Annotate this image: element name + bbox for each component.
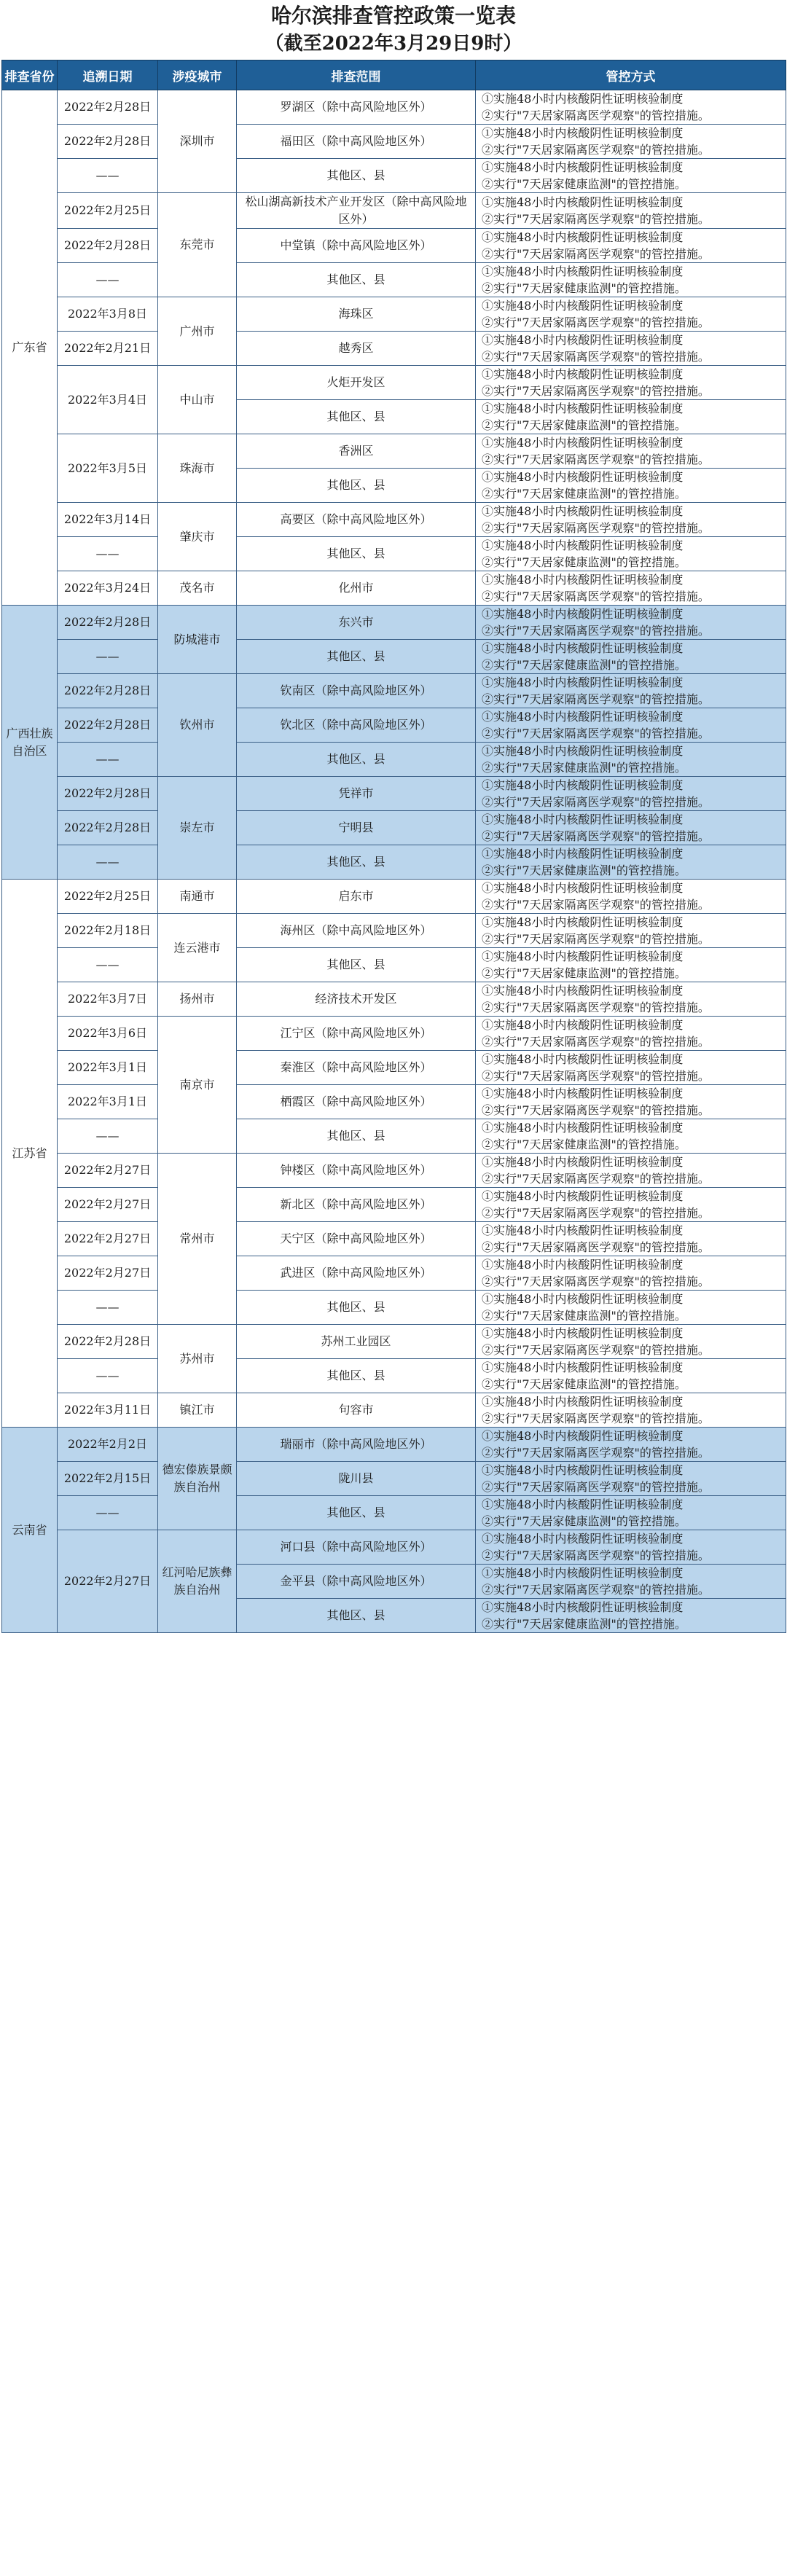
measures-cell	[476, 811, 786, 845]
scope-cell: 其他区、县	[237, 640, 476, 674]
date-cell: 2022年2月28日	[58, 125, 158, 159]
measure-line: ①实施48小时内核酸阴性证明核验制度	[482, 299, 684, 313]
table-row	[2, 1359, 786, 1393]
measure-line: ①实施48小时内核酸阴性证明核验制度	[482, 1429, 684, 1443]
measure-line: ①实施48小时内核酸阴性证明核验制度	[482, 1326, 684, 1340]
city-cell: 中山市	[158, 366, 237, 434]
measure-line: ①实施48小时内核酸阴性证明核验制度	[482, 333, 684, 347]
table-row	[2, 125, 786, 159]
city-cell: 红河哈尼族彝族自治州	[158, 1530, 237, 1633]
scope-cell: 罗湖区（除中高风险地区外）	[237, 90, 476, 125]
measure-line: ②实行"7天居家隔离医学观察"的管控措施。	[482, 350, 710, 364]
city-cell: 肇庆市	[158, 503, 237, 571]
measure-line: ②实行"7天居家隔离医学观察"的管控措施。	[482, 1549, 710, 1562]
scope-cell: 宁明县	[237, 811, 476, 845]
scope-cell: 越秀区	[237, 332, 476, 366]
date-cell: 2022年2月25日	[58, 880, 158, 914]
table-row	[2, 1462, 786, 1496]
date-cell: 2022年3月1日	[58, 1051, 158, 1085]
city-cell: 深圳市	[158, 90, 237, 193]
table-row	[2, 1325, 786, 1359]
measure-line: ①实施48小时内核酸阴性证明核验制度	[482, 1224, 684, 1237]
scope-cell: 陇川县	[237, 1462, 476, 1496]
header-scope: 排查范围	[237, 60, 476, 90]
policy-table	[1, 60, 786, 1633]
table-row	[2, 159, 786, 193]
city-cell: 珠海市	[158, 434, 237, 503]
measure-line: ②实行"7天居家隔离医学观察"的管控措施。	[482, 1275, 710, 1288]
scope-cell: 福田区（除中高风险地区外）	[237, 125, 476, 159]
date-cell: ——	[58, 948, 158, 982]
measures-cell	[476, 125, 786, 159]
measure-line: ②实行"7天居家健康监测"的管控措施。	[482, 177, 686, 191]
measures-cell	[476, 1256, 786, 1291]
table-row	[2, 332, 786, 366]
table-row	[2, 297, 786, 332]
measures-cell	[476, 1428, 786, 1462]
measure-line: ①实施48小时内核酸阴性证明核验制度	[482, 778, 684, 792]
city-cell: 茂名市	[158, 571, 237, 606]
table-row	[2, 503, 786, 537]
measure-line: ①实施48小时内核酸阴性证明核验制度	[482, 1155, 684, 1169]
measure-line: ①实施48小时内核酸阴性证明核验制度	[482, 1498, 684, 1511]
measure-line: ①实施48小时内核酸阴性证明核验制度	[482, 126, 684, 140]
measure-line: ①实施48小时内核酸阴性证明核验制度	[482, 607, 684, 621]
measure-line: ②实行"7天居家隔离医学观察"的管控措施。	[482, 692, 710, 706]
measures-cell	[476, 1119, 786, 1154]
measures-cell	[476, 708, 786, 743]
table-row	[2, 434, 786, 469]
measure-line: ①实施48小时内核酸阴性证明核验制度	[482, 813, 684, 826]
table-row	[2, 537, 786, 571]
scope-cell: 其他区、县	[237, 1359, 476, 1393]
measures-cell	[476, 400, 786, 434]
page-header	[0, 0, 787, 58]
scope-cell: 其他区、县	[237, 948, 476, 982]
city-cell: 连云港市	[158, 914, 237, 982]
measure-line: ②实行"7天居家隔离医学观察"的管控措施。	[482, 1240, 710, 1254]
measures-cell	[476, 193, 786, 229]
measure-line: ②实行"7天居家健康监测"的管控措施。	[482, 281, 686, 295]
measures-cell	[476, 1188, 786, 1222]
measure-line: ①实施48小时内核酸阴性证明核验制度	[482, 1292, 684, 1306]
date-cell: 2022年3月1日	[58, 1085, 158, 1119]
measure-line: ①实施48小时内核酸阴性证明核验制度	[482, 573, 684, 587]
measure-line: ②实行"7天居家隔离医学观察"的管控措施。	[482, 932, 710, 946]
table-row	[2, 674, 786, 708]
measure-line: ②实行"7天居家隔离医学观察"的管控措施。	[482, 898, 710, 912]
measure-line: ②实行"7天居家健康监测"的管控措施。	[482, 658, 686, 672]
scope-cell: 其他区、县	[237, 159, 476, 193]
measure-line: ②实行"7天居家隔离医学观察"的管控措施。	[482, 590, 710, 603]
date-cell: 2022年3月8日	[58, 297, 158, 332]
date-cell: 2022年2月15日	[58, 1462, 158, 1496]
measures-cell	[476, 571, 786, 606]
scope-cell: 其他区、县	[237, 263, 476, 297]
table-row	[2, 1051, 786, 1085]
date-cell: ——	[58, 845, 158, 880]
measure-line: ②实行"7天居家隔离医学观察"的管控措施。	[482, 829, 710, 843]
measure-line: ②实行"7天居家健康监测"的管控措施。	[482, 864, 686, 877]
scope-cell: 东兴市	[237, 606, 476, 640]
table-body	[2, 90, 786, 1633]
table-row	[2, 1256, 786, 1291]
province-cell: 广西壮族自治区	[2, 606, 58, 880]
measure-line: ②实行"7天居家隔离医学观察"的管控措施。	[482, 1206, 710, 1220]
measures-cell	[476, 948, 786, 982]
table-row	[2, 1188, 786, 1222]
measure-line: ①实施48小时内核酸阴性证明核验制度	[482, 367, 684, 381]
scope-cell: 秦淮区（除中高风险地区外）	[237, 1051, 476, 1085]
table-row	[2, 880, 786, 914]
measure-line: ①实施48小时内核酸阴性证明核验制度	[482, 1361, 684, 1374]
date-cell: 2022年2月28日	[58, 811, 158, 845]
measure-line: ①实施48小时内核酸阴性证明核验制度	[482, 1600, 684, 1614]
measure-line: ②实行"7天居家隔离医学观察"的管控措施。	[482, 1343, 710, 1357]
date-cell: ——	[58, 640, 158, 674]
scope-cell: 海州区（除中高风险地区外）	[237, 914, 476, 948]
measure-line: ①实施48小时内核酸阴性证明核验制度	[482, 641, 684, 655]
city-cell: 崇左市	[158, 777, 237, 880]
measure-line: ②实行"7天居家隔离医学观察"的管控措施。	[482, 1035, 710, 1049]
table-row	[2, 366, 786, 400]
date-cell: 2022年2月18日	[58, 914, 158, 948]
city-cell: 德宏傣族景颇族自治州	[158, 1428, 237, 1530]
measure-line: ①实施48小时内核酸阴性证明核验制度	[482, 1532, 684, 1546]
table-row	[2, 914, 786, 948]
date-cell: 2022年2月25日	[58, 193, 158, 229]
measures-cell	[476, 1530, 786, 1565]
measure-line: ②实行"7天居家健康监测"的管控措施。	[482, 1138, 686, 1151]
date-cell: 2022年2月27日	[58, 1256, 158, 1291]
scope-cell: 其他区、县	[237, 845, 476, 880]
scope-cell: 钟楼区（除中高风险地区外）	[237, 1154, 476, 1188]
scope-cell: 海珠区	[237, 297, 476, 332]
measure-line: ①实施48小时内核酸阴性证明核验制度	[482, 1189, 684, 1203]
city-cell: 东莞市	[158, 193, 237, 297]
measure-line: ①实施48小时内核酸阴性证明核验制度	[482, 1566, 684, 1580]
table-row	[2, 1154, 786, 1188]
measure-line: ②实行"7天居家健康监测"的管控措施。	[482, 1377, 686, 1391]
measure-line: ②实行"7天居家隔离医学观察"的管控措施。	[482, 1446, 710, 1460]
measure-line: ②实行"7天居家隔离医学观察"的管控措施。	[482, 453, 710, 466]
measures-cell	[476, 845, 786, 880]
measure-line: ①实施48小时内核酸阴性证明核验制度	[482, 915, 684, 929]
measures-cell	[476, 1017, 786, 1051]
measure-line: ①实施48小时内核酸阴性证明核验制度	[482, 950, 684, 963]
measure-line: ②实行"7天居家隔离医学观察"的管控措施。	[482, 109, 710, 122]
scope-cell: 苏州工业园区	[237, 1325, 476, 1359]
measure-line: ①实施48小时内核酸阴性证明核验制度	[482, 984, 684, 998]
measures-cell	[476, 469, 786, 503]
measure-line: ①实施48小时内核酸阴性证明核验制度	[482, 230, 684, 244]
city-cell: 钦州市	[158, 674, 237, 777]
measure-line: ①实施48小时内核酸阴性证明核验制度	[482, 1395, 684, 1409]
date-cell: 2022年2月27日	[58, 1222, 158, 1256]
measures-cell	[476, 1085, 786, 1119]
measure-line: ②实行"7天居家健康监测"的管控措施。	[482, 1309, 686, 1323]
scope-cell: 天宁区（除中高风险地区外）	[237, 1222, 476, 1256]
date-cell: ——	[58, 743, 158, 777]
scope-cell: 江宁区（除中高风险地区外）	[237, 1017, 476, 1051]
measure-line: ①实施48小时内核酸阴性证明核验制度	[482, 265, 684, 278]
scope-cell: 钦北区（除中高风险地区外）	[237, 708, 476, 743]
scope-cell: 其他区、县	[237, 1119, 476, 1154]
measure-line: ②实行"7天居家隔离医学观察"的管控措施。	[482, 247, 710, 261]
page-subtitle: （截至2022年3月29日9时）	[265, 33, 522, 55]
table-row	[2, 640, 786, 674]
table-row	[2, 1085, 786, 1119]
measures-cell	[476, 640, 786, 674]
scope-cell: 高要区（除中高风险地区外）	[237, 503, 476, 537]
measures-cell	[476, 880, 786, 914]
scope-cell: 火炬开发区	[237, 366, 476, 400]
measure-line: ②实行"7天居家隔离医学观察"的管控措施。	[482, 521, 710, 535]
city-cell: 南通市	[158, 880, 237, 914]
date-cell: 2022年2月21日	[58, 332, 158, 366]
date-cell: 2022年2月28日	[58, 606, 158, 640]
scope-cell: 钦南区（除中高风险地区外）	[237, 674, 476, 708]
table-row	[2, 1530, 786, 1565]
scope-cell: 松山湖高新技术产业开发区（除中高风险地区外）	[237, 193, 476, 229]
scope-cell: 其他区、县	[237, 743, 476, 777]
measure-line: ②实行"7天居家健康监测"的管控措施。	[482, 418, 686, 432]
measures-cell	[476, 1496, 786, 1530]
page-title: 哈尔滨排查管控政策一览表	[270, 4, 516, 28]
measure-line: ①实施48小时内核酸阴性证明核验制度	[482, 1052, 684, 1066]
header-province: 排查省份	[2, 60, 58, 90]
province-cell: 云南省	[2, 1428, 58, 1633]
measure-line: ②实行"7天居家隔离医学观察"的管控措施。	[482, 1480, 710, 1494]
scope-cell: 香洲区	[237, 434, 476, 469]
measures-cell	[476, 159, 786, 193]
city-cell: 防城港市	[158, 606, 237, 674]
measure-line: ②实行"7天居家健康监测"的管控措施。	[482, 555, 686, 569]
date-cell: 2022年2月28日	[58, 90, 158, 125]
measure-line: ②实行"7天居家隔离医学观察"的管控措施。	[482, 1001, 710, 1014]
table-row	[2, 708, 786, 743]
date-cell: 2022年2月28日	[58, 674, 158, 708]
scope-cell: 金平县（除中高风险地区外）	[237, 1565, 476, 1599]
measure-line: ②实行"7天居家隔离医学观察"的管控措施。	[482, 1103, 710, 1117]
measures-cell	[476, 297, 786, 332]
scope-cell: 其他区、县	[237, 400, 476, 434]
date-cell: 2022年2月28日	[58, 229, 158, 263]
scope-cell: 经济技术开发区	[237, 982, 476, 1017]
measure-line: ①实施48小时内核酸阴性证明核验制度	[482, 1087, 684, 1100]
measure-line: ②实行"7天居家隔离医学观察"的管控措施。	[482, 1583, 710, 1597]
table-row	[2, 1222, 786, 1256]
date-cell: 2022年2月28日	[58, 708, 158, 743]
measures-cell	[476, 1599, 786, 1633]
measures-cell	[476, 537, 786, 571]
measure-line: ①实施48小时内核酸阴性证明核验制度	[482, 744, 684, 758]
measure-line: ①实施48小时内核酸阴性证明核验制度	[482, 470, 684, 484]
measure-line: ①实施48小时内核酸阴性证明核验制度	[482, 1258, 684, 1272]
table-row	[2, 90, 786, 125]
date-cell: 2022年2月27日	[58, 1154, 158, 1188]
table-row	[2, 743, 786, 777]
measure-line: ②实行"7天居家隔离医学观察"的管控措施。	[482, 624, 710, 638]
table-row	[2, 571, 786, 606]
scope-cell: 武进区（除中高风险地区外）	[237, 1256, 476, 1291]
table-row	[2, 229, 786, 263]
date-cell: ——	[58, 263, 158, 297]
city-cell: 扬州市	[158, 982, 237, 1017]
city-cell: 苏州市	[158, 1325, 237, 1393]
province-cell: 江苏省	[2, 880, 58, 1428]
measures-cell	[476, 1154, 786, 1188]
measure-line: ①实施48小时内核酸阴性证明核验制度	[482, 881, 684, 895]
scope-cell: 河口县（除中高风险地区外）	[237, 1530, 476, 1565]
header-city: 涉疫城市	[158, 60, 237, 90]
scope-cell: 句容市	[237, 1393, 476, 1428]
table-row	[2, 1291, 786, 1325]
date-cell: 2022年2月28日	[58, 1325, 158, 1359]
measure-line: ②实行"7天居家隔离医学观察"的管控措施。	[482, 1069, 710, 1083]
measures-cell	[476, 674, 786, 708]
date-cell: ——	[58, 1359, 158, 1393]
measures-cell	[476, 1462, 786, 1496]
city-cell: 常州市	[158, 1154, 237, 1325]
measures-cell	[476, 1393, 786, 1428]
measures-cell	[476, 1051, 786, 1085]
header-measures: 管控方式	[476, 60, 786, 90]
scope-cell: 化州市	[237, 571, 476, 606]
measure-line: ②实行"7天居家健康监测"的管控措施。	[482, 761, 686, 775]
table-header-row	[2, 60, 786, 90]
measure-line: ②实行"7天居家隔离医学观察"的管控措施。	[482, 795, 710, 809]
table-row	[2, 263, 786, 297]
measures-cell	[476, 503, 786, 537]
measure-line: ②实行"7天居家隔离医学观察"的管控措施。	[482, 1412, 710, 1425]
date-cell: 2022年2月27日	[58, 1530, 158, 1633]
date-cell: ——	[58, 1119, 158, 1154]
measure-line: ①实施48小时内核酸阴性证明核验制度	[482, 676, 684, 689]
measure-line: ①实施48小时内核酸阴性证明核验制度	[482, 402, 684, 415]
measures-cell	[476, 743, 786, 777]
measures-cell	[476, 434, 786, 469]
date-cell: ——	[58, 159, 158, 193]
measures-cell	[476, 982, 786, 1017]
measures-cell	[476, 332, 786, 366]
scope-cell: 中堂镇（除中高风险地区外）	[237, 229, 476, 263]
table-row	[2, 1428, 786, 1462]
measure-line: ①实施48小时内核酸阴性证明核验制度	[482, 195, 684, 209]
date-cell: 2022年3月7日	[58, 982, 158, 1017]
date-cell: 2022年3月4日	[58, 366, 158, 434]
date-cell: 2022年2月2日	[58, 1428, 158, 1462]
measure-line: ①实施48小时内核酸阴性证明核验制度	[482, 1018, 684, 1032]
measures-cell	[476, 366, 786, 400]
measure-line: ②实行"7天居家健康监测"的管控措施。	[482, 966, 686, 980]
measure-line: ①实施48小时内核酸阴性证明核验制度	[482, 436, 684, 450]
date-cell: ——	[58, 537, 158, 571]
measures-cell	[476, 90, 786, 125]
scope-cell: 其他区、县	[237, 469, 476, 503]
table-row	[2, 948, 786, 982]
measure-line: ①实施48小时内核酸阴性证明核验制度	[482, 539, 684, 552]
scope-cell: 新北区（除中高风险地区外）	[237, 1188, 476, 1222]
scope-cell: 凭祥市	[237, 777, 476, 811]
table-row	[2, 1393, 786, 1428]
measure-line: ②实行"7天居家健康监测"的管控措施。	[482, 1617, 686, 1631]
measures-cell	[476, 1325, 786, 1359]
date-cell: 2022年3月11日	[58, 1393, 158, 1428]
scope-cell: 其他区、县	[237, 1496, 476, 1530]
measures-cell	[476, 263, 786, 297]
measure-line: ①实施48小时内核酸阴性证明核验制度	[482, 1121, 684, 1135]
measure-line: ②实行"7天居家隔离医学观察"的管控措施。	[482, 727, 710, 740]
table-row	[2, 193, 786, 229]
table-row	[2, 777, 786, 811]
scope-cell: 其他区、县	[237, 1599, 476, 1633]
measure-line: ①实施48小时内核酸阴性证明核验制度	[482, 847, 684, 861]
table-row	[2, 845, 786, 880]
measures-cell	[476, 606, 786, 640]
measure-line: ②实行"7天居家健康监测"的管控措施。	[482, 487, 686, 501]
table-row	[2, 1017, 786, 1051]
measures-cell	[476, 777, 786, 811]
date-cell: 2022年2月27日	[58, 1188, 158, 1222]
table-row	[2, 606, 786, 640]
scope-cell: 其他区、县	[237, 1291, 476, 1325]
table-row	[2, 1496, 786, 1530]
measures-cell	[476, 229, 786, 263]
header-date: 追溯日期	[58, 60, 158, 90]
measure-line: ②实行"7天居家隔离医学观察"的管控措施。	[482, 1172, 710, 1186]
scope-cell: 瑞丽市（除中高风险地区外）	[237, 1428, 476, 1462]
city-cell: 镇江市	[158, 1393, 237, 1428]
measures-cell	[476, 1565, 786, 1599]
date-cell: 2022年3月6日	[58, 1017, 158, 1051]
measures-cell	[476, 1222, 786, 1256]
table-row	[2, 982, 786, 1017]
measure-line: ①实施48小时内核酸阴性证明核验制度	[482, 160, 684, 174]
measure-line: ①实施48小时内核酸阴性证明核验制度	[482, 504, 684, 518]
measures-cell	[476, 1291, 786, 1325]
scope-cell: 栖霞区（除中高风险地区外）	[237, 1085, 476, 1119]
measure-line: ①实施48小时内核酸阴性证明核验制度	[482, 710, 684, 724]
measure-line: ②实行"7天居家健康监测"的管控措施。	[482, 1514, 686, 1528]
scope-cell: 其他区、县	[237, 537, 476, 571]
date-cell: 2022年2月28日	[58, 777, 158, 811]
date-cell: ——	[58, 1291, 158, 1325]
table-row	[2, 811, 786, 845]
city-cell: 南京市	[158, 1017, 237, 1154]
scope-cell: 启东市	[237, 880, 476, 914]
measure-line: ①实施48小时内核酸阴性证明核验制度	[482, 1463, 684, 1477]
measure-line: ①实施48小时内核酸阴性证明核验制度	[482, 92, 684, 106]
table-row	[2, 1119, 786, 1154]
date-cell: 2022年3月5日	[58, 434, 158, 503]
date-cell: 2022年3月14日	[58, 503, 158, 537]
date-cell: 2022年3月24日	[58, 571, 158, 606]
measures-cell	[476, 914, 786, 948]
city-cell: 广州市	[158, 297, 237, 366]
date-cell: ——	[58, 1496, 158, 1530]
measure-line: ②实行"7天居家隔离医学观察"的管控措施。	[482, 143, 710, 157]
province-cell: 广东省	[2, 90, 58, 606]
measures-cell	[476, 1359, 786, 1393]
measure-line: ②实行"7天居家隔离医学观察"的管控措施。	[482, 316, 710, 329]
measure-line: ②实行"7天居家隔离医学观察"的管控措施。	[482, 384, 710, 398]
measure-line: ②实行"7天居家隔离医学观察"的管控措施。	[482, 212, 710, 226]
